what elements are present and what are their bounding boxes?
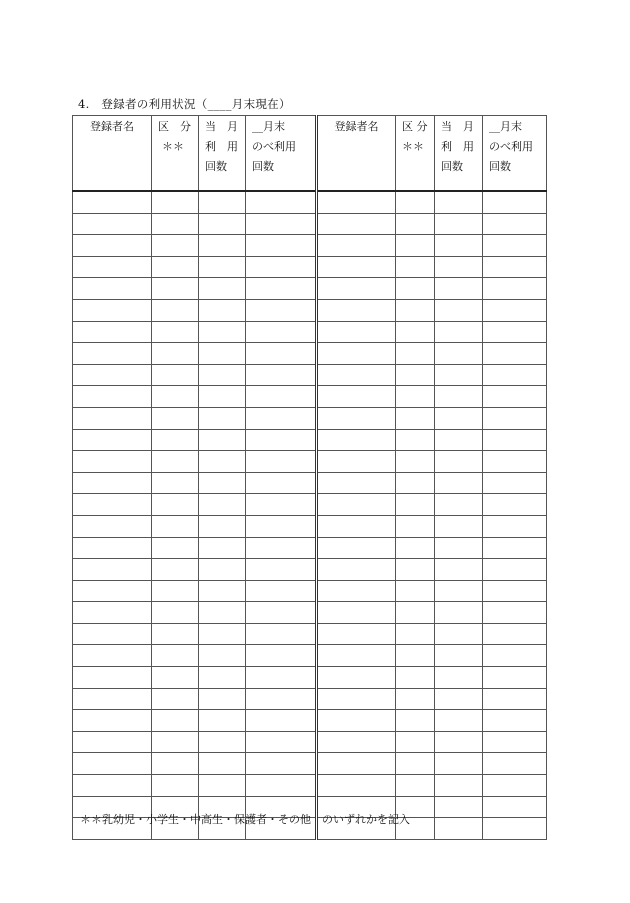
monthly-cell-right[interactable] [435,559,483,581]
cumulative-cell-left[interactable] [246,775,317,797]
category-cell-right[interactable] [396,667,435,689]
cumulative-cell-left[interactable] [246,407,317,429]
cumulative-cell-right[interactable] [483,321,547,343]
header-registrant-name-left: 登録者名 [73,116,152,192]
monthly-cell-left[interactable] [199,299,246,321]
name-cell-right[interactable] [317,710,396,732]
usage-table [72,115,547,840]
cumulative-cell-right[interactable] [483,299,547,321]
name-cell-right[interactable] [317,667,396,689]
table-header-row [73,116,547,192]
monthly-cell-left[interactable] [199,623,246,645]
cumulative-cell-left[interactable] [246,688,317,710]
cumulative-cell-left[interactable] [246,191,317,213]
name-cell-right[interactable] [317,235,396,257]
name-cell-left[interactable] [73,278,152,300]
monthly-cell-right[interactable] [435,343,483,365]
table-row [73,343,547,365]
cumulative-cell-right[interactable] [483,818,547,840]
table-row [73,299,547,321]
table-row [73,278,547,300]
monthly-cell-left[interactable] [199,191,246,213]
cumulative-cell-left[interactable] [246,602,317,624]
name-cell-left[interactable] [73,688,152,710]
category-cell-right[interactable] [396,407,435,429]
monthly-cell-right[interactable] [435,688,483,710]
table-row [73,688,547,710]
table-row [73,559,547,581]
header-category-left: 区 分 ＊＊ [152,116,199,192]
cumulative-cell-right[interactable] [483,667,547,689]
cumulative-cell-left[interactable] [246,667,317,689]
name-cell-right[interactable] [317,645,396,667]
monthly-cell-right[interactable] [435,299,483,321]
cumulative-cell-left[interactable] [246,515,317,537]
category-cell-right[interactable] [396,213,435,235]
category-cell-right[interactable] [396,515,435,537]
monthly-cell-left[interactable] [199,321,246,343]
table-row [73,191,547,213]
monthly-cell-right[interactable] [435,278,483,300]
monthly-cell-left[interactable] [199,645,246,667]
table-row [73,753,547,775]
name-cell-right[interactable] [317,731,396,753]
category-cell-left[interactable] [152,710,199,732]
category-cell-left[interactable] [152,299,199,321]
name-cell-right[interactable] [317,386,396,408]
category-cell-right[interactable] [396,645,435,667]
category-cell-left[interactable] [152,364,199,386]
monthly-cell-right[interactable] [435,710,483,732]
name-cell-right[interactable] [317,602,396,624]
monthly-cell-left[interactable] [199,429,246,451]
cumulative-cell-left[interactable] [246,645,317,667]
name-cell-right[interactable] [317,537,396,559]
table-row [73,364,547,386]
name-cell-right[interactable] [317,343,396,365]
name-cell-right[interactable] [317,623,396,645]
monthly-cell-left[interactable] [199,731,246,753]
cumulative-cell-right[interactable] [483,688,547,710]
category-cell-left[interactable] [152,386,199,408]
category-cell-left[interactable] [152,515,199,537]
category-cell-left[interactable] [152,731,199,753]
monthly-cell-left[interactable] [199,364,246,386]
header-monthly-uses-right: 当 月 利 用 回数 [435,116,483,192]
monthly-cell-left[interactable] [199,537,246,559]
cumulative-cell-right[interactable] [483,278,547,300]
monthly-cell-right[interactable] [435,364,483,386]
table-row [73,386,547,408]
monthly-cell-left[interactable] [199,472,246,494]
category-cell-left[interactable] [152,235,199,257]
name-cell-right[interactable] [317,256,396,278]
category-cell-left[interactable] [152,343,199,365]
monthly-cell-right[interactable] [435,472,483,494]
name-cell-left[interactable] [73,580,152,602]
table-row [73,623,547,645]
table-row [73,451,547,473]
cumulative-cell-right[interactable] [483,796,547,818]
table-row [73,515,547,537]
monthly-cell-right[interactable] [435,753,483,775]
name-cell-right[interactable] [317,299,396,321]
name-cell-right[interactable] [317,775,396,797]
table-row [73,494,547,516]
monthly-cell-right[interactable] [435,494,483,516]
category-cell-right[interactable] [396,321,435,343]
name-cell-left[interactable] [73,386,152,408]
category-cell-right[interactable] [396,559,435,581]
monthly-cell-right[interactable] [435,213,483,235]
monthly-cell-right[interactable] [435,818,483,840]
name-cell-right[interactable] [317,688,396,710]
category-cell-right[interactable] [396,623,435,645]
cumulative-cell-left[interactable] [246,278,317,300]
category-cell-left[interactable] [152,775,199,797]
cumulative-cell-right[interactable] [483,753,547,775]
table-row [73,235,547,257]
name-cell-right[interactable] [317,321,396,343]
cumulative-cell-right[interactable] [483,515,547,537]
monthly-cell-right[interactable] [435,731,483,753]
monthly-cell-right[interactable] [435,667,483,689]
category-cell-right[interactable] [396,731,435,753]
cumulative-cell-left[interactable] [246,580,317,602]
cumulative-cell-right[interactable] [483,645,547,667]
monthly-cell-left[interactable] [199,753,246,775]
table-row [73,256,547,278]
name-cell-right[interactable] [317,213,396,235]
name-cell-left[interactable] [73,710,152,732]
cumulative-cell-left[interactable] [246,213,317,235]
name-cell-right[interactable] [317,515,396,537]
monthly-cell-left[interactable] [199,559,246,581]
cumulative-cell-right[interactable] [483,235,547,257]
cumulative-cell-right[interactable] [483,710,547,732]
name-cell-right[interactable] [317,364,396,386]
name-cell-right[interactable] [317,472,396,494]
category-cell-right[interactable] [396,364,435,386]
cumulative-cell-left[interactable] [246,494,317,516]
monthly-cell-right[interactable] [435,429,483,451]
name-cell-left[interactable] [73,731,152,753]
section-title: 4. 登録者の利用状況（____月末現在） [78,97,291,111]
category-cell-right[interactable] [396,299,435,321]
table-row [73,537,547,559]
monthly-cell-right[interactable] [435,256,483,278]
category-cell-left[interactable] [152,256,199,278]
cumulative-cell-left[interactable] [246,623,317,645]
cumulative-cell-left[interactable] [246,364,317,386]
category-cell-left[interactable] [152,667,199,689]
name-cell-right[interactable] [317,429,396,451]
cumulative-cell-right[interactable] [483,559,547,581]
cumulative-cell-left[interactable] [246,299,317,321]
name-cell-right[interactable] [317,580,396,602]
table-row [73,213,547,235]
category-cell-left[interactable] [152,278,199,300]
category-cell-left[interactable] [152,537,199,559]
monthly-cell-left[interactable] [199,256,246,278]
category-cell-left[interactable] [152,559,199,581]
category-cell-right[interactable] [396,580,435,602]
name-cell-left[interactable] [73,256,152,278]
name-cell-left[interactable] [73,235,152,257]
monthly-cell-right[interactable] [435,321,483,343]
name-cell-left[interactable] [73,191,152,213]
cumulative-cell-right[interactable] [483,191,547,213]
monthly-cell-left[interactable] [199,343,246,365]
monthly-cell-right[interactable] [435,515,483,537]
category-cell-right[interactable] [396,235,435,257]
cumulative-cell-left[interactable] [246,429,317,451]
monthly-cell-right[interactable] [435,602,483,624]
cumulative-cell-right[interactable] [483,494,547,516]
monthly-cell-left[interactable] [199,494,246,516]
cumulative-cell-right[interactable] [483,343,547,365]
cumulative-cell-left[interactable] [246,321,317,343]
monthly-cell-left[interactable] [199,235,246,257]
cumulative-cell-left[interactable] [246,235,317,257]
category-cell-right[interactable] [396,256,435,278]
monthly-cell-left[interactable] [199,451,246,473]
category-cell-left[interactable] [152,213,199,235]
name-cell-right[interactable] [317,191,396,213]
category-cell-right[interactable] [396,753,435,775]
table-row [73,645,547,667]
name-cell-left[interactable] [73,753,152,775]
monthly-cell-right[interactable] [435,645,483,667]
monthly-cell-right[interactable] [435,796,483,818]
cumulative-cell-left[interactable] [246,256,317,278]
table-row [73,429,547,451]
category-cell-right[interactable] [396,602,435,624]
name-cell-left[interactable] [73,472,152,494]
name-cell-left[interactable] [73,559,152,581]
monthly-cell-right[interactable] [435,191,483,213]
name-cell-right[interactable] [317,278,396,300]
monthly-cell-left[interactable] [199,515,246,537]
category-cell-left[interactable] [152,688,199,710]
category-cell-left[interactable] [152,191,199,213]
cumulative-cell-left[interactable] [246,537,317,559]
name-cell-left[interactable] [73,494,152,516]
category-cell-right[interactable] [396,472,435,494]
name-cell-left[interactable] [73,775,152,797]
name-cell-left[interactable] [73,407,152,429]
name-cell-right[interactable] [317,494,396,516]
name-cell-left[interactable] [73,299,152,321]
name-cell-left[interactable] [73,602,152,624]
name-cell-left[interactable] [73,364,152,386]
name-cell-left[interactable] [73,343,152,365]
cumulative-cell-left[interactable] [246,472,317,494]
category-cell-right[interactable] [396,688,435,710]
category-cell-left[interactable] [152,623,199,645]
table-row [73,710,547,732]
category-cell-right[interactable] [396,278,435,300]
footnote: ＊＊乳幼児・小学生・中高生・保護者・その他 のいずれかを記入 [80,813,410,826]
category-cell-left[interactable] [152,451,199,473]
monthly-cell-right[interactable] [435,407,483,429]
monthly-cell-right[interactable] [435,386,483,408]
name-cell-left[interactable] [73,213,152,235]
cumulative-cell-left[interactable] [246,451,317,473]
table-row [73,602,547,624]
name-cell-right[interactable] [317,451,396,473]
category-cell-left[interactable] [152,494,199,516]
table-body [73,191,547,839]
cumulative-cell-right[interactable] [483,602,547,624]
name-cell-left[interactable] [73,537,152,559]
name-cell-right[interactable] [317,559,396,581]
cumulative-cell-right[interactable] [483,213,547,235]
header-cumulative-uses-right: __月末 のべ利用 回数 [483,116,547,192]
monthly-cell-left[interactable] [199,278,246,300]
monthly-cell-right[interactable] [435,623,483,645]
name-cell-right[interactable] [317,753,396,775]
cumulative-cell-right[interactable] [483,256,547,278]
category-cell-right[interactable] [396,386,435,408]
cumulative-cell-right[interactable] [483,386,547,408]
monthly-cell-left[interactable] [199,580,246,602]
table-row [73,667,547,689]
cumulative-cell-left[interactable] [246,753,317,775]
name-cell-left[interactable] [73,321,152,343]
name-cell-left[interactable] [73,623,152,645]
name-cell-left[interactable] [73,515,152,537]
category-cell-left[interactable] [152,602,199,624]
cumulative-cell-right[interactable] [483,623,547,645]
table-row [73,472,547,494]
category-cell-right[interactable] [396,537,435,559]
header-monthly-uses-left: 当 月 利 用 回数 [199,116,246,192]
cumulative-cell-right[interactable] [483,472,547,494]
monthly-cell-left[interactable] [199,710,246,732]
header-cumulative-uses-left: __月末 のべ利用 回数 [246,116,317,192]
cumulative-cell-right[interactable] [483,451,547,473]
category-cell-right[interactable] [396,429,435,451]
cumulative-cell-right[interactable] [483,429,547,451]
monthly-cell-left[interactable] [199,602,246,624]
cumulative-cell-right[interactable] [483,407,547,429]
cumulative-cell-left[interactable] [246,343,317,365]
category-cell-left[interactable] [152,753,199,775]
monthly-cell-right[interactable] [435,580,483,602]
cumulative-cell-left[interactable] [246,559,317,581]
monthly-cell-right[interactable] [435,775,483,797]
monthly-cell-right[interactable] [435,451,483,473]
category-cell-right[interactable] [396,494,435,516]
name-cell-left[interactable] [73,429,152,451]
table-row [73,321,547,343]
name-cell-left[interactable] [73,645,152,667]
category-cell-left[interactable] [152,407,199,429]
table-row [73,775,547,797]
header-registrant-name-right: 登録者名 [317,116,396,192]
category-cell-left[interactable] [152,321,199,343]
cumulative-cell-right[interactable] [483,364,547,386]
name-cell-right[interactable] [317,407,396,429]
category-cell-left[interactable] [152,472,199,494]
category-cell-left[interactable] [152,645,199,667]
table-row [73,731,547,753]
monthly-cell-left[interactable] [199,775,246,797]
monthly-cell-left[interactable] [199,386,246,408]
cumulative-cell-right[interactable] [483,537,547,559]
name-cell-left[interactable] [73,451,152,473]
cumulative-cell-right[interactable] [483,775,547,797]
category-cell-left[interactable] [152,429,199,451]
monthly-cell-left[interactable] [199,213,246,235]
category-cell-left[interactable] [152,580,199,602]
monthly-cell-left[interactable] [199,407,246,429]
category-cell-right[interactable] [396,343,435,365]
cumulative-cell-right[interactable] [483,580,547,602]
category-cell-right[interactable] [396,451,435,473]
table-row [73,580,547,602]
table-row [73,407,547,429]
monthly-cell-left[interactable] [199,688,246,710]
cumulative-cell-left[interactable] [246,710,317,732]
monthly-cell-right[interactable] [435,235,483,257]
cumulative-cell-left[interactable] [246,386,317,408]
cumulative-cell-right[interactable] [483,731,547,753]
header-category-right: 区 分 ＊＊ [396,116,435,192]
category-cell-right[interactable] [396,710,435,732]
category-cell-right[interactable] [396,191,435,213]
monthly-cell-right[interactable] [435,537,483,559]
category-cell-right[interactable] [396,775,435,797]
name-cell-left[interactable] [73,667,152,689]
monthly-cell-left[interactable] [199,667,246,689]
cumulative-cell-left[interactable] [246,731,317,753]
